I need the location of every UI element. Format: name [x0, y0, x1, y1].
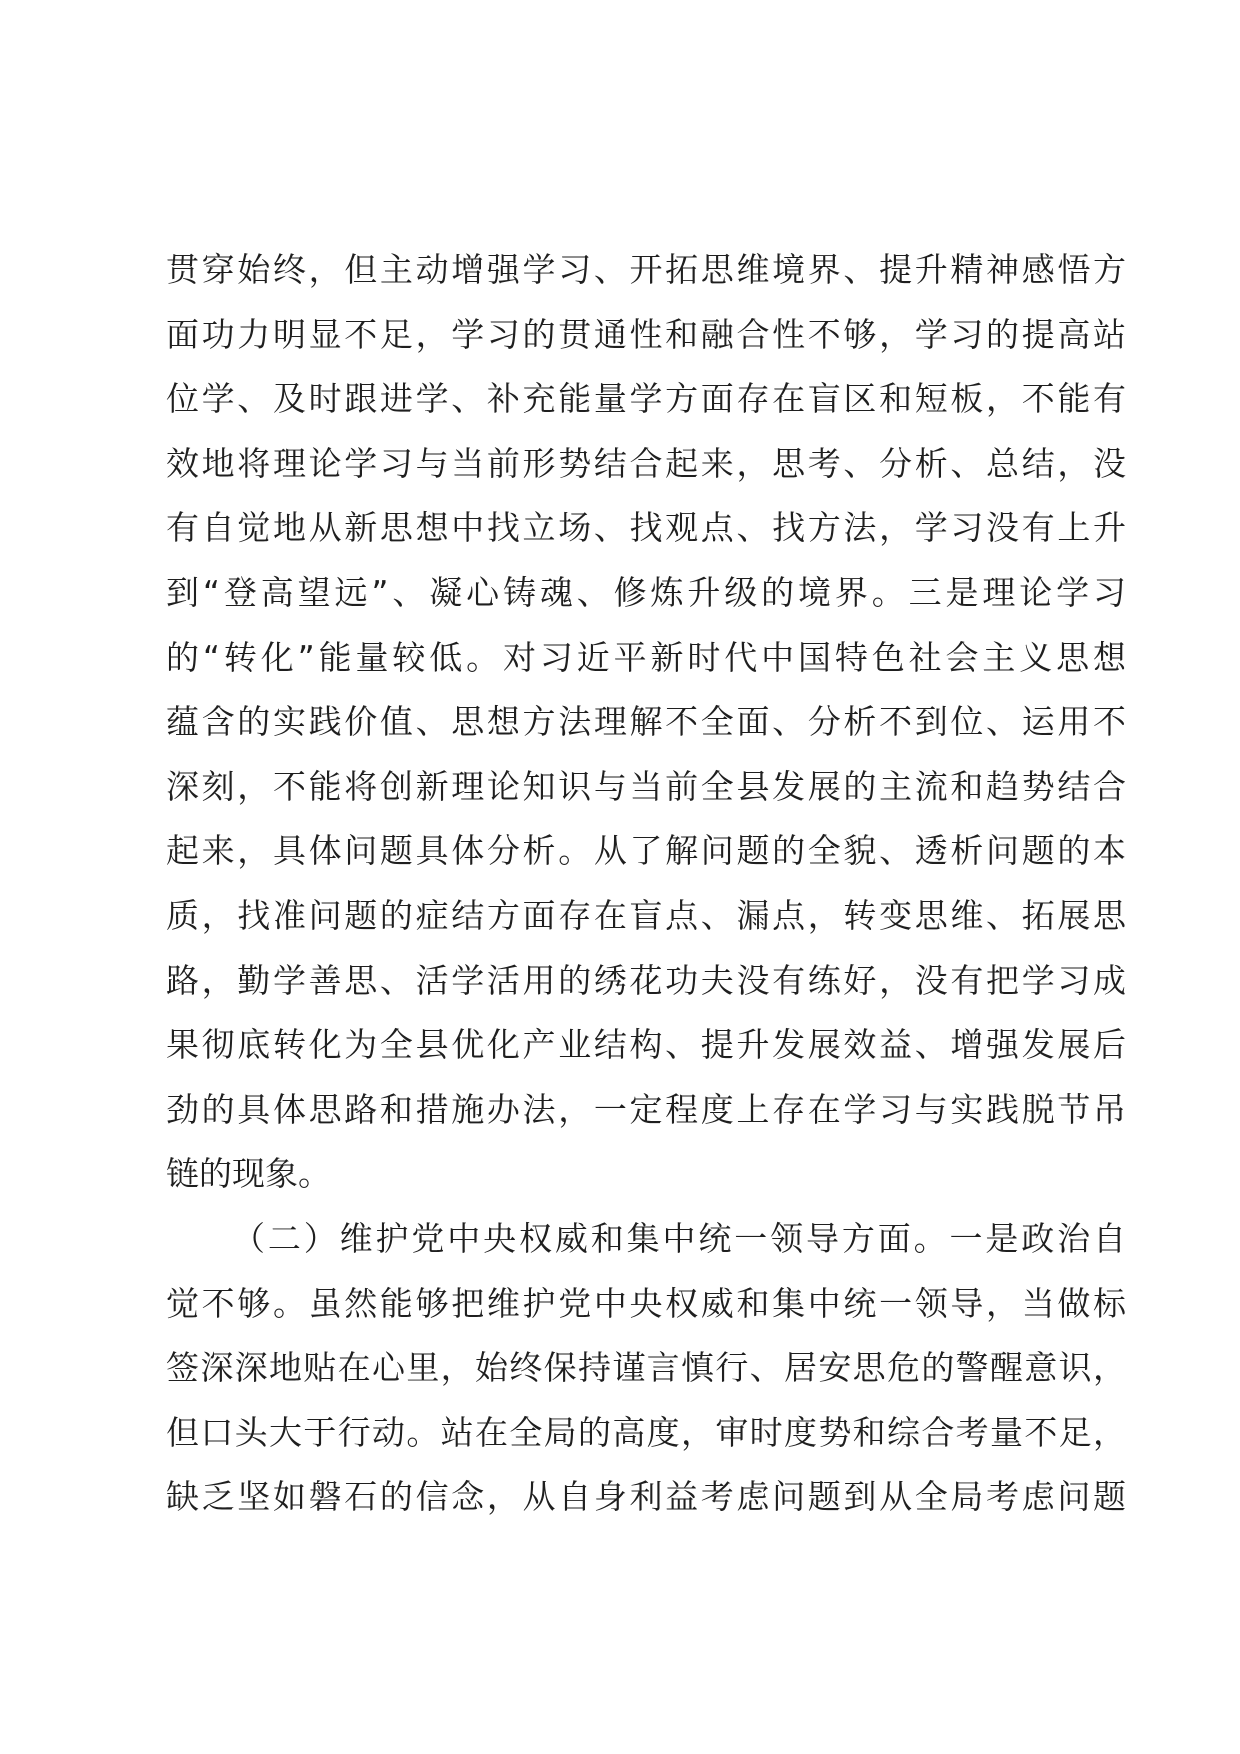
text-line: 缺乏坚如磐石的信念，从自身利益考虑问题到从全局考虑问题 [166, 1477, 1126, 1517]
text-line: 面功力明显不足，学习的贯通性和融合性不够，学习的提高站 [166, 314, 1126, 354]
text-line: 效地将理论学习与当前形势结合起来，思考、分析、总结，没 [166, 443, 1126, 483]
text-line: 质，找准问题的症结方面存在盲点、漏点，转变思维、拓展思 [166, 895, 1126, 935]
text-line: 起来，具体问题具体分析。从了解问题的全貌、透析问题的本 [166, 831, 1126, 871]
text-line: 路，勤学善思、活学活用的绣花功夫没有练好，没有把学习成 [166, 960, 1126, 1000]
text-line: 深刻，不能将创新理论知识与当前全县发展的主流和趋势结合 [166, 766, 1126, 806]
text-line: 蕴含的实践价值、思想方法理解不全面、分析不到位、运用不 [166, 702, 1126, 742]
text-line: 觉不够。虽然能够把维护党中央权威和集中统一领导，当做标 [166, 1283, 1126, 1323]
text-line: 签深深地贴在心里，始终保持谨言慎行、居安思危的警醒意识， [166, 1348, 1126, 1388]
body-text [166, 238, 1126, 1530]
text-line-paragraph-end: 链的现象。 [166, 1154, 331, 1194]
text-line: 位学、及时跟进学、补充能量学方面存在盲区和短板，不能有 [166, 379, 1126, 419]
text-line: 的“转化”能量较低。对习近平新时代中国特色社会主义思想 [166, 637, 1126, 677]
text-line: 但口头大于行动。站在全局的高度，审时度势和综合考量不足， [166, 1412, 1126, 1452]
text-line: 果彻底转化为全县优化产业结构、提升发展效益、增强发展后 [166, 1025, 1126, 1065]
text-line: 到“登高望远”、凝心铸魂、修炼升级的境界。三是理论学习 [166, 572, 1126, 612]
section-heading-line: （二）维护党中央权威和集中统一领导方面。一是政治自 [232, 1218, 1126, 1258]
text-line: 劲的具体思路和措施办法，一定程度上存在学习与实践脱节吊 [166, 1089, 1126, 1129]
text-line: 贯穿始终，但主动增强学习、开拓思维境界、提升精神感悟方 [166, 250, 1126, 289]
text-line: 有自觉地从新思想中找立场、找观点、找方法，学习没有上升 [166, 508, 1126, 548]
